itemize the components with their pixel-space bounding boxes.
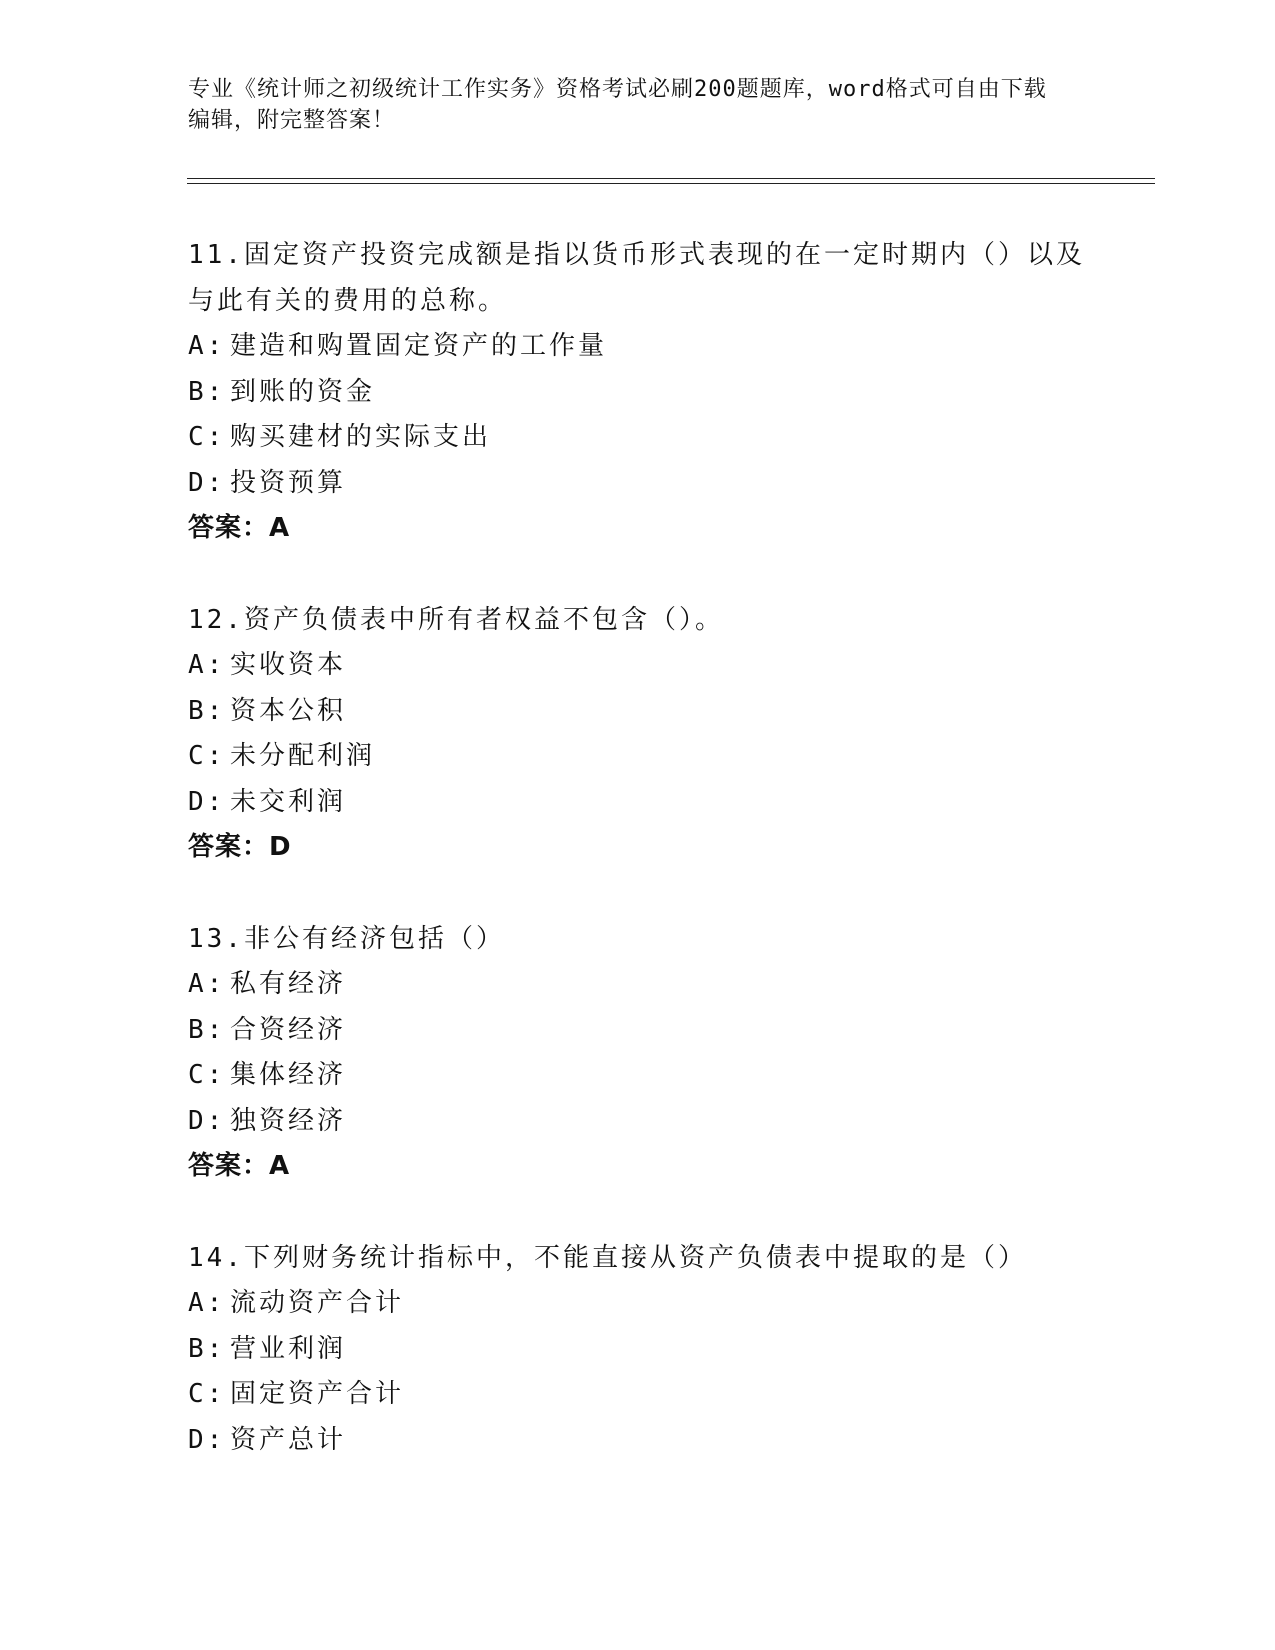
option-d: [188, 1418, 1088, 1464]
option-label: C:: [188, 1379, 226, 1409]
question-13: [188, 917, 1088, 1190]
option-b: [188, 370, 1088, 416]
option-text: 资产总计: [230, 1424, 347, 1455]
answer-line: 答案：A: [188, 1151, 291, 1181]
option-label: D:: [188, 1424, 226, 1455]
option-text: 实收资本: [230, 650, 347, 680]
option-text: 集体经济: [230, 1060, 347, 1090]
option-text: 私有经济: [230, 969, 347, 999]
option-label: B:: [188, 1014, 226, 1045]
option-label: D:: [188, 1105, 226, 1136]
option-label: A:: [188, 1288, 226, 1318]
question-spacer: [188, 871, 1088, 917]
option-a: [188, 1281, 1088, 1327]
option-label: C:: [188, 741, 226, 771]
option-label: D:: [188, 786, 226, 817]
option-text: 到账的资金: [230, 376, 376, 407]
option-c: [188, 734, 1088, 780]
option-c: [188, 1372, 1088, 1418]
option-a: [188, 643, 1088, 689]
question-spacer: [188, 552, 1088, 598]
question-14: [188, 1236, 1088, 1464]
option-text: 固定资产合计: [230, 1379, 405, 1409]
option-text: 未分配利润: [230, 741, 376, 771]
option-d: [188, 780, 1088, 826]
option-text: 购买建材的实际支出: [230, 422, 492, 452]
question-text: 11.固定资产投资完成额是指以货币形式表现的在一定时期内（）以及与此有关的费用的总称。: [188, 240, 1085, 316]
option-label: A:: [188, 969, 226, 999]
header-divider-top: [187, 178, 1155, 179]
question-12: [188, 598, 1088, 871]
option-label: A:: [188, 650, 226, 680]
question-11: [188, 233, 1088, 552]
option-d: [188, 461, 1088, 507]
option-label: B:: [188, 376, 226, 407]
question-text: 13.非公有经济包括（）: [188, 923, 505, 954]
option-text: 未交利润: [230, 786, 347, 817]
option-text: 资本公积: [230, 695, 347, 726]
option-b: [188, 1327, 1088, 1373]
question-spacer: [188, 1190, 1088, 1236]
option-c: [188, 415, 1088, 461]
option-label: B:: [188, 695, 226, 726]
answer-line: 答案：D: [188, 832, 292, 862]
option-text: 流动资产合计: [230, 1288, 405, 1318]
question-text: 12.资产负债表中所有者权益不包含（）。: [188, 604, 724, 635]
option-b: [188, 689, 1088, 735]
option-b: [188, 1008, 1088, 1054]
option-label: D:: [188, 467, 226, 498]
option-label: C:: [188, 1060, 226, 1090]
question-list: [188, 233, 1088, 1463]
document-header: [188, 74, 1068, 136]
option-d: [188, 1099, 1088, 1145]
answer-line: 答案：A: [188, 513, 291, 543]
option-label: C:: [188, 422, 226, 452]
question-text: 14.下列财务统计指标中，不能直接从资产负债表中提取的是（）: [188, 1242, 1027, 1273]
option-text: 营业利润: [230, 1333, 347, 1364]
option-text: 独资经济: [230, 1105, 347, 1136]
option-text: 投资预算: [230, 467, 347, 498]
option-label: A:: [188, 331, 226, 361]
option-label: B:: [188, 1333, 226, 1364]
header-title: 专业《统计师之初级统计工作实务》资格考试必刷200题题库，word格式可自由下载编辑，附完整答案！: [188, 77, 1047, 133]
option-text: 合资经济: [230, 1014, 347, 1045]
option-a: [188, 962, 1088, 1008]
header-divider-bottom: [187, 183, 1155, 184]
option-text: 建造和购置固定资产的工作量: [230, 331, 608, 361]
option-a: [188, 324, 1088, 370]
option-c: [188, 1053, 1088, 1099]
